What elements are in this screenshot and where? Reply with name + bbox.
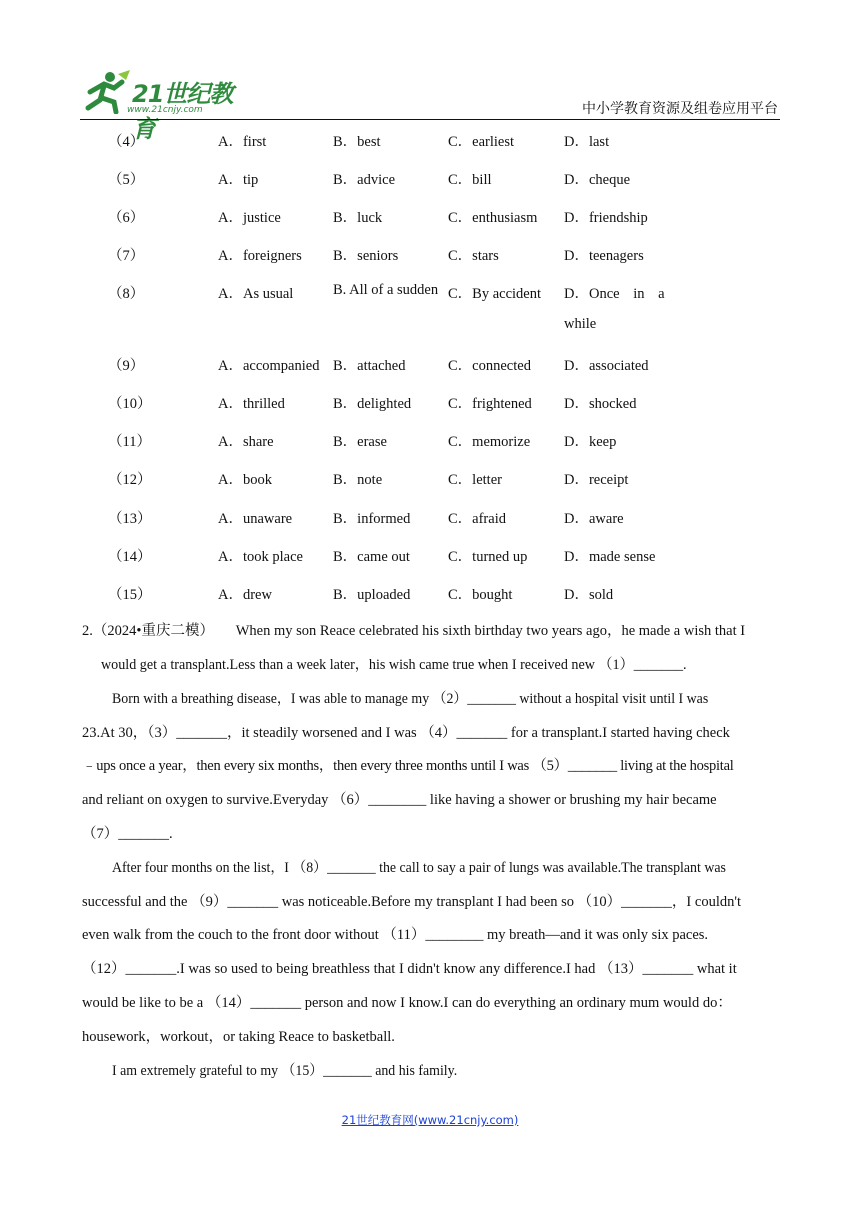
passage-line: housework，workout，or taking Reace to basketball.: [82, 1029, 395, 1045]
option-a: A．tip: [218, 172, 259, 188]
passage-line: and reliant on oxygen to survive.Everyday （6）________ like having a shower or brushing my hair became: [82, 792, 717, 808]
footer-link[interactable]: 21世纪教育网(www.21cnjy.com): [341, 1113, 519, 1127]
option-d: D．sold: [564, 587, 614, 603]
option-a: A．share: [218, 434, 274, 450]
option-a: A．drew: [218, 587, 272, 603]
passage-line: 23.At 30，（3）_______，it steadily worsened and I was （4）_______ for a transplant.I started having check: [82, 725, 730, 741]
platform-title: 中小学教育资源及组卷应用平台: [582, 101, 778, 117]
option-c: C．bill: [448, 172, 492, 188]
passage-line: successful and the （9）_______ was noticeable.Before my transplant I had been so （10）_______，I couldn't: [82, 894, 741, 910]
option-row: [0, 354, 860, 374]
option-c: C．afraid: [448, 511, 506, 527]
option-b: B. All of a sudden: [333, 282, 439, 298]
option-row: [0, 244, 860, 264]
question-number: （13）: [108, 511, 152, 527]
option-b: B．attached: [333, 358, 406, 374]
option-row: [0, 430, 860, 450]
option-row: [0, 282, 860, 302]
runner-logo-icon: [80, 70, 132, 114]
option-row: [0, 583, 860, 603]
option-row: [0, 130, 860, 150]
option-b: B．note: [333, 472, 383, 488]
option-b: B．came out: [333, 549, 410, 565]
option-a: A．thrilled: [218, 396, 285, 412]
option-a: A．foreigners: [218, 248, 302, 264]
option-d: D．receipt: [564, 472, 629, 488]
option-d: D．friendship: [564, 210, 648, 226]
passage-line: even walk from the couch to the front door without （11）________ my breath—and it was only six paces.: [82, 927, 709, 943]
question-number: （8）: [108, 286, 145, 302]
option-b: B．best: [333, 134, 381, 150]
option-a: A．first: [218, 134, 267, 150]
question-number: （6）: [108, 210, 145, 226]
logo-url: www.21cnjy.com: [127, 105, 203, 115]
passage-line: （7）_______.: [82, 826, 173, 842]
option-b: B．advice: [333, 172, 396, 188]
question-number: （14）: [108, 549, 152, 565]
option-row: [0, 468, 860, 488]
option-c: C．bought: [448, 587, 513, 603]
option-d: D．associated: [564, 358, 649, 374]
option-row: [0, 168, 860, 188]
option-b: B．erase: [333, 434, 387, 450]
option-d: D．keep: [564, 434, 617, 450]
passage-line: （12）_______.I was so used to being breathless that I didn't know any difference.I had （13）_______ what it: [82, 961, 737, 977]
option-c: C．memorize: [448, 434, 531, 450]
option-d: D．made sense: [564, 549, 656, 565]
option-d: D．teenagers: [564, 248, 644, 264]
header-divider: [80, 119, 780, 120]
passage-line: Born with a breathing disease，I was able to manage my （2）_______ without a hospital visit until I was: [112, 691, 709, 707]
question-number: （9）: [108, 358, 145, 374]
option-b: B．informed: [333, 511, 411, 527]
option-c: C．turned up: [448, 549, 528, 565]
question-number: （5）: [108, 172, 145, 188]
passage-line: would get a transplant.Less than a week later，his wish came true when I received new （1）_______.: [101, 657, 687, 673]
question-number: （7）: [108, 248, 145, 264]
question-number: （10）: [108, 396, 152, 412]
option-c: C．connected: [448, 358, 531, 374]
option-row: [0, 507, 860, 527]
option-a: A．justice: [218, 210, 281, 226]
option-a: A．accompanied: [218, 358, 320, 374]
question-number: （4）: [108, 134, 145, 150]
option-d: D．Once in a: [564, 286, 665, 302]
question-number: （15）: [108, 587, 152, 603]
option-c: C．frightened: [448, 396, 532, 412]
option-row: [0, 206, 860, 226]
option-c: C．earliest: [448, 134, 515, 150]
question-number: （11）: [108, 434, 151, 450]
option-row-continued: [0, 316, 860, 336]
option-b: B．uploaded: [333, 587, 411, 603]
site-logo: [80, 68, 250, 143]
passage-line: would be like to be a （14）_______ person and now I know.I can do everything an ordinary mum would do：: [82, 995, 732, 1011]
option-d: D．cheque: [564, 172, 631, 188]
option-c: C．letter: [448, 472, 502, 488]
option-a: A．unaware: [218, 511, 293, 527]
option-row: [0, 545, 860, 565]
option-b: B．seniors: [333, 248, 399, 264]
option-b: B．luck: [333, 210, 383, 226]
logo-text: 21世纪教育: [132, 80, 233, 143]
option-d: D．last: [564, 134, 610, 150]
passage-line: ﹣ups once a year，then every six months，then every three months until I was （5）_______ living at the hospital: [82, 758, 734, 774]
option-c: C．enthusiasm: [448, 210, 538, 226]
option-c: C．By accident: [448, 286, 542, 302]
question-number: （12）: [108, 472, 152, 488]
option-a: A．As usual: [218, 286, 294, 302]
passage-line: After four months on the list，I （8）_______ the call to say a pair of lungs was available.The transplant was: [112, 860, 726, 876]
option-a: A．took place: [218, 549, 303, 565]
option-c: C．stars: [448, 248, 499, 264]
option-row: [0, 392, 860, 412]
option-d: D．aware: [564, 511, 624, 527]
question-heading: 2.（2024•重庆二模） When my son Reace celebrated his sixth birthday two years ago，he made a wish that I: [82, 623, 746, 639]
option-b: B．delighted: [333, 396, 412, 412]
option-a: A．book: [218, 472, 272, 488]
option-d-continued: while: [564, 316, 597, 332]
option-d: D．shocked: [564, 396, 637, 412]
passage-line: I am extremely grateful to my （15）_______ and his family.: [112, 1063, 458, 1079]
